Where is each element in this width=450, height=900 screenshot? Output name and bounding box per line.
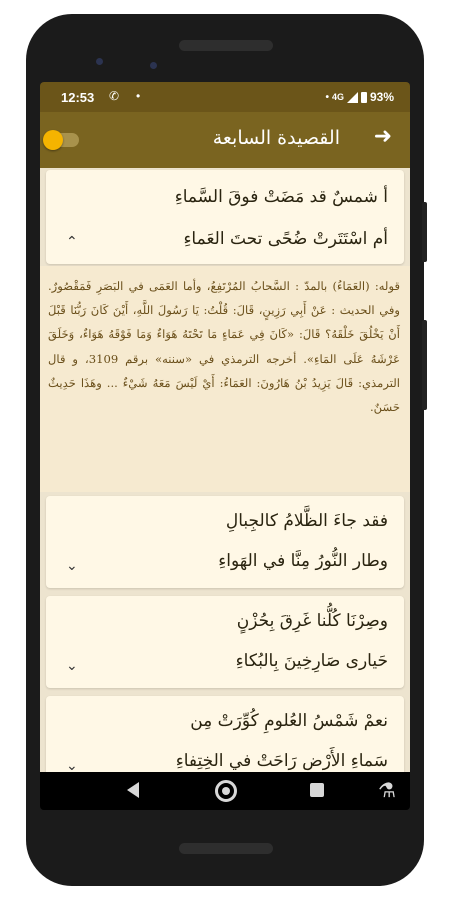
power-button <box>422 320 427 410</box>
battery-level: 93% <box>369 90 394 104</box>
verse-line-2: سَماءِ الأَرْضِ رَاحَتْ في الخِتِفاءِ <box>175 751 388 771</box>
page-title: القصيدة السابعة <box>212 127 340 149</box>
battery-icon <box>361 92 367 103</box>
verse-line-1: فقد جاءَ الظَّلامُ كالجِبالِ <box>225 511 388 531</box>
verse-list[interactable] <box>40 168 410 772</box>
verse-card[interactable] <box>46 696 404 772</box>
verse-line-1: أ شمسٌ قد مَضَتْ فوقَ السَّماءِ <box>174 187 388 207</box>
chevron-up-icon[interactable]: ⌃ <box>66 234 78 250</box>
toggle-knob[interactable] <box>43 130 63 150</box>
arrow-forward-icon[interactable]: ➜ <box>373 124 392 149</box>
verse-line-1: وصِرْنَا كُلُّنا غَرِقَ بِحُزْنٍ <box>236 611 388 631</box>
status-right <box>325 90 394 104</box>
theme-toggle[interactable] <box>45 133 79 147</box>
nav-back-icon[interactable] <box>127 782 139 798</box>
sensor-icon <box>150 62 157 69</box>
notification-dot-icon: • <box>136 89 141 103</box>
phone-speaker-bottom <box>179 843 273 854</box>
network-type: 4G <box>331 92 344 102</box>
verse-card[interactable] <box>46 170 404 264</box>
signal-dot-icon: • <box>325 91 329 103</box>
volume-button <box>422 202 427 262</box>
whatsapp-icon: ✆ <box>109 89 120 103</box>
screen <box>40 82 410 810</box>
chevron-down-icon[interactable]: ⌄ <box>66 658 78 674</box>
camera-icon <box>96 58 103 65</box>
phone-speaker-top <box>179 40 273 51</box>
system-nav-bar <box>40 772 410 810</box>
verse-card[interactable] <box>46 496 404 588</box>
verse-line-2: أم اسْتَتَرتْ ضُحًى تحتَ العَماءِ <box>183 229 388 249</box>
chevron-down-icon[interactable]: ⌄ <box>66 558 78 574</box>
verse-line-2: وطار النُّورُ مِنَّا في الهَواءِ <box>218 551 388 571</box>
status-time: 12:53 <box>61 90 95 105</box>
nav-home-icon[interactable] <box>215 780 237 802</box>
status-bar <box>40 82 410 112</box>
accessibility-icon[interactable]: ⚗ <box>378 778 396 802</box>
verse-explanation <box>40 266 410 492</box>
verse-line-1: نعمْ شَمْسُ العُلومِ كُوِّرَتْ مِن <box>190 711 388 731</box>
app-bar <box>40 112 410 168</box>
explanation-text: قوله: (العَمَاءُ) بالمدّ : السَّحابُ المُرْتَفِعُ، وأما العَمَى في البَصَرِ فَمَقْصُورٌ. وفي الحديث : عَنْ أَبِي رَزِينٍ، قَالَ: قُلْتُ: يَا رَسُولَ اللَّهِ، أَيْنَ كَانَ رَبُّنَا قَبْلَ أَنْ يَخْلُقَ خَلْقَهُ؟ قَالَ: «كَانَ فِي عَمَاءٍ مَا تَحْتَهُ هَوَاءٌ وَمَا فَوْقَهُ هَوَاءٌ، وَخَلَقَ عَرْشَهُ عَلَى المَاءِ». أخرجه الترمذي في «سننه» برقم 3109، و قال الترمذي: قَالَ يَزِيدُ بْنُ هَارُونَ: العَمَاءُ: أَيْ لَيْسَ مَعَهُ شَيْءٌ ... وهَذَا حَدِيثٌ حَسَنٌ. <box>48 279 400 415</box>
verse-line-2: حَيارى صَارِخِينَ بِالبُكاءِ <box>235 651 388 671</box>
nav-recents-icon[interactable] <box>310 783 324 797</box>
signal-icon <box>347 92 358 103</box>
verse-card[interactable] <box>46 596 404 688</box>
chevron-down-icon[interactable]: ⌄ <box>66 758 78 772</box>
